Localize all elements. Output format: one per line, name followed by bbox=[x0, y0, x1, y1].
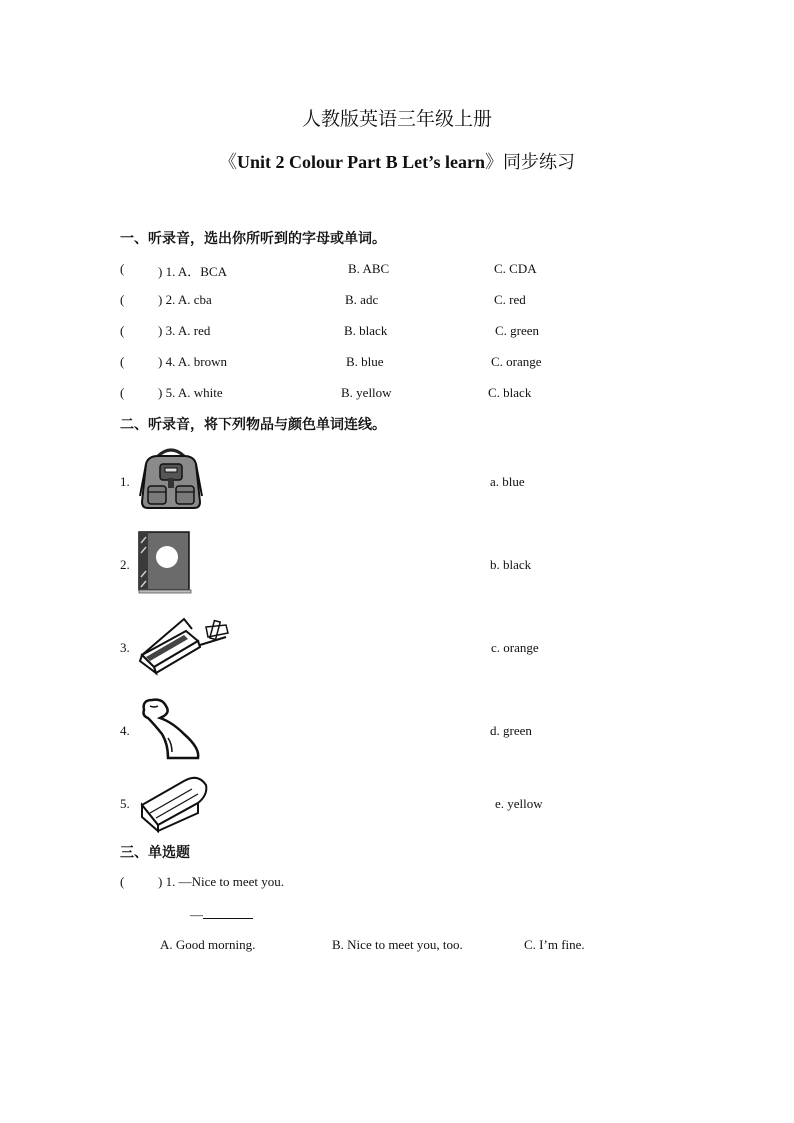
s2-item5-number: 5. bbox=[120, 796, 130, 811]
answer-dash: — bbox=[190, 907, 203, 922]
section1-heading: 一、听录音，选出你所听到的字母或单词。 bbox=[120, 231, 386, 247]
s1-q5-paren: ( bbox=[120, 385, 125, 400]
s2-color-c: c. orange bbox=[491, 640, 539, 655]
s1-q1-option-b: B. ABC bbox=[348, 261, 390, 276]
section2-heading: 二、听录音，将下列物品与颜色单词连线。 bbox=[120, 417, 386, 433]
subtitle-open-bracket: 《 bbox=[219, 152, 237, 173]
s1-q4-paren: ( bbox=[120, 354, 125, 369]
s1-q1-option-c: C. CDA bbox=[494, 261, 537, 276]
s3-q1-option-c: C. I’m fine. bbox=[524, 937, 585, 952]
s1-q5-option-a: ) 5. A. white bbox=[158, 385, 223, 400]
backpack-icon bbox=[138, 446, 204, 512]
s3-q1-text: ) 1. —Nice to meet you. bbox=[158, 874, 284, 889]
s1-q2-paren: ( bbox=[120, 292, 125, 307]
s2-color-b: b. black bbox=[490, 557, 532, 572]
s1-q5-option-c: C. black bbox=[488, 385, 532, 400]
s1-q3-option-a: ) 3. A. red bbox=[158, 323, 211, 338]
eraser-icon bbox=[138, 773, 210, 833]
s2-color-e: e. yellow bbox=[495, 796, 543, 811]
section3-heading: 三、单选题 bbox=[120, 845, 190, 861]
s3-q1-answer-line bbox=[190, 906, 253, 923]
page-subtitle bbox=[0, 148, 794, 174]
pencil-box-icon bbox=[136, 607, 236, 677]
s2-item2-number: 2. bbox=[120, 557, 130, 572]
arm-icon bbox=[138, 694, 208, 760]
subtitle-main: Unit 2 Colour Part B Let’s learn bbox=[237, 152, 485, 172]
s1-q2-option-c: C. red bbox=[494, 292, 526, 307]
s1-q3-option-b: B. black bbox=[344, 323, 388, 338]
s1-q2-option-a: ) 2. A. cba bbox=[158, 292, 212, 307]
s3-q1-option-a: A. Good morning. bbox=[160, 937, 256, 952]
s1-q4-option-c: C. orange bbox=[491, 354, 542, 369]
s2-item3-number: 3. bbox=[120, 640, 130, 655]
page-title: 人教版英语三年级上册 bbox=[301, 108, 492, 130]
subtitle-close: 》同步练习 bbox=[484, 152, 575, 173]
s2-color-d: d. green bbox=[490, 723, 532, 738]
s1-q5-option-b: B. yellow bbox=[341, 385, 392, 400]
s1-q3-paren: ( bbox=[120, 323, 125, 338]
book-icon bbox=[138, 531, 192, 595]
s1-q3-option-c: C. green bbox=[495, 323, 540, 338]
s1-q1-option-a: ) 1. A．BCA bbox=[158, 264, 227, 279]
s1-q4-option-b: B. blue bbox=[346, 354, 384, 369]
s3-q1-option-b: B. Nice to meet you, too. bbox=[332, 937, 463, 952]
s1-q1-paren: ( bbox=[120, 261, 125, 276]
s2-item4-number: 4. bbox=[120, 723, 130, 738]
answer-blank[interactable] bbox=[203, 906, 253, 919]
s1-q4-option-a: ) 4. A. brown bbox=[158, 354, 227, 369]
s1-q2-option-b: B. adc bbox=[345, 292, 379, 307]
s2-color-a: a. blue bbox=[490, 474, 525, 489]
s3-q1-paren: ( bbox=[120, 874, 125, 889]
s2-item1-number: 1. bbox=[120, 474, 130, 489]
